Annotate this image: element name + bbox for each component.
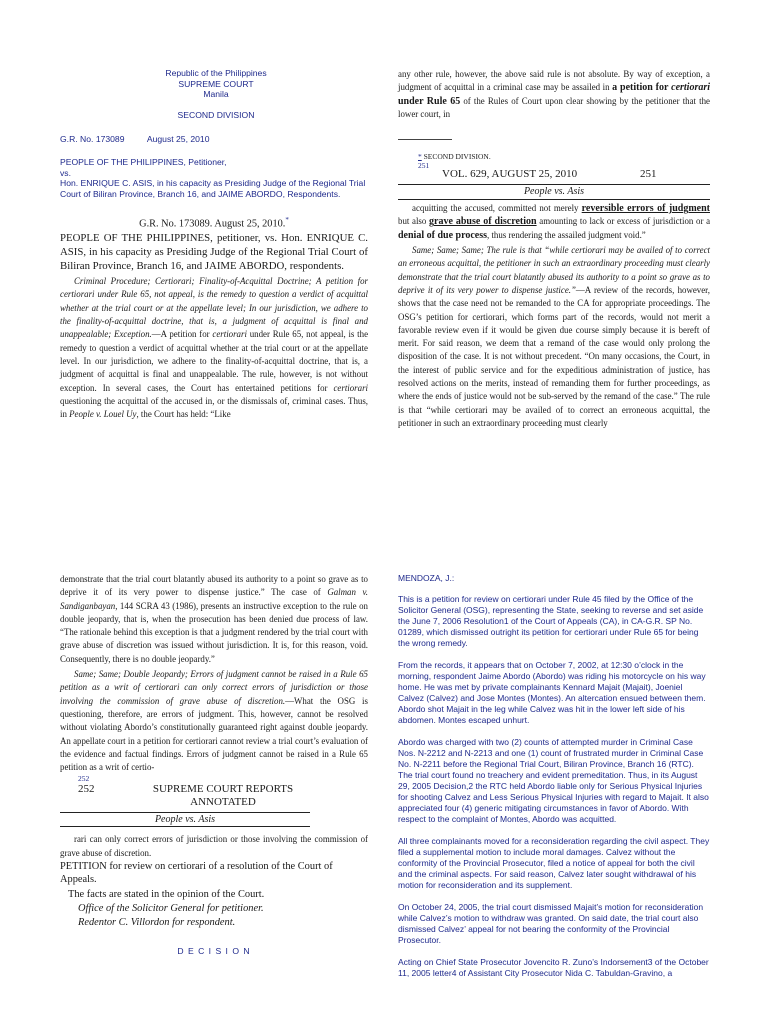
gr-date: August 25, 2010 [146, 134, 210, 145]
citation-gr: G.R. No. 173089. August 25, 2010. [139, 218, 286, 230]
q4-para-5: On October 24, 2005, the trial court dismissed Majait’s motion for reconsideration while Calvez’s motion to withdraw was granted. On said date, the trial court also dismissed Calvez’ appeal for not bearing the conformity of the Provincial Prosecutor. [398, 902, 704, 945]
syllabus-1-cert-b: certiorari [333, 382, 368, 393]
header-page: 251 [640, 168, 657, 181]
court-label: SUPREME COURT [178, 78, 254, 89]
syllabus-1-body-c: questioning the acquittal of the accused in, or the dismissals of, criminal cases. Thus, in [60, 395, 368, 420]
division-label: SECOND DIVISION [177, 109, 255, 120]
gr-number: G.R. No. 173089 [60, 134, 125, 145]
q3-para-petition: PETITION for review on certiorari of a resolution of the Court of Appeals. [60, 861, 333, 886]
header-volume: VOL. 629, AUGUST 25, 2010 [442, 168, 578, 181]
q2-p2-reversible: reversible errors of judgment [581, 203, 710, 215]
quadrant-bottom-left [60, 573, 368, 957]
q4-para-2: From the records, it appears that on October 7, 2002, at 12:30 o’clock in the morning, respondent Jaime Abordo (Abordo) was riding his motorcycle on his way home. He was met by private complainants Kennard Majait (Majait), Joeniel Calvez (Calvez) and Jose Montes (Montes). An altercation ensued between them. Abordo shot Majait in the leg while Calvez was hit in the lower left side of his abdomen. Montes escaped unhurt. [398, 660, 706, 725]
syllabus-1-cert-a: certiorari [212, 329, 247, 340]
footnote-ref[interactable]: * [285, 216, 289, 225]
q3-page-number-small: 252 [78, 774, 90, 784]
quadrant-bottom-right [398, 573, 710, 978]
q2-p3-head: Same; Same; Same; The rule is that “while certiorari may be availed of to correct an erroneous acquittal, the petitioner in such an extraordinary proceeding must clearly demonstrate that the trial court blatantly abused its authority to a point so grave as to deprive it of its very power to dispense justice.” [398, 245, 710, 295]
case-caption: PEOPLE OF THE PHILIPPINES, petitioner, vs. Hon. ENRIQUE C. ASIS, in his capacity as Presiding Judge of the Regional Trial Court of Biliran Province, Branch 16, and JAIME ABORDO, respondents. [60, 232, 368, 272]
page-header-251 [398, 168, 710, 185]
q3-p1-case: Galman v. Sandiganbayan [60, 587, 368, 611]
syllabus-1-body-b: under Rule 65, not appeal, is the remedy to question a verdict of acquittal whether at the trial court or at the appellate level. In our jurisdiction, we adhere to the finality-of-acquittal doctrine, that is, a judgment of acquittal is final and unappealable. The rule, however, is not without exception. In several cases, the Court has entertained petitions for [60, 329, 369, 393]
decision-heading: D E C I S I O N [177, 946, 251, 957]
q2-para-1 [398, 68, 710, 121]
q4-para-4: All three complainants moved for a reconsideration regarding the civil aspect. They filed a supplemental motion to include moral damages. Calvez without the conformity of the Provincial Prosecutor, filed a notice of appeal for both the civil and the criminal aspects. For said reason, Calvez later sought withdrawal of his motion for reconsideration and its supplement. [398, 836, 710, 890]
q3-para-osg: Office of the Solicitor General for petitioner. [78, 903, 264, 915]
syllabus-1-body-a: —A petition for [151, 329, 213, 340]
q3-p1-a: demonstrate that the trial court blatantly abused its authority to a point so grave as to deprive it of its very power to dispense justice.” The case of [60, 574, 368, 598]
q2-para-3 [398, 244, 710, 430]
footnote-mark[interactable]: * [418, 152, 422, 162]
q3-p1-b: , 144 SCRA 43 (1986), presents an instructive exception to the rule on double jeopardy, that is, when the prosecution has been denied due process of law. “The rationale behind this exception is that a judgment rendered by the trial court with grave abuse of discretion was issued without jurisdiction. It is, for this reason, void. Consequently, there is no double jeopardy.” [60, 600, 368, 664]
q2-p2-d: , thus rendering the assailed judgment void.” [487, 229, 646, 240]
q3-para-1 [60, 573, 368, 666]
q4-para-3: Abordo was charged with two (2) counts of attempted murder in Criminal Case Nos. N-2212 and N-2213 and one (1) count of frustrated murder in Criminal Case No. N-2211 before the Regional Trial Court, Biliran Province, Branch 16 (RTC). The trial court found no treachery and evident premeditation. Thus, in its August 29, 2005 Decision,2 the RTC held Abordo liable only for Serious Physical Injuries for shooting Calvez and Less Serious Physical Injuries with regard to Majait. It also appreciated four (4) generic mitigating circumstances in favor of Abordo. With respect to the complaint of Montes, Abordo was acquitted. [398, 737, 709, 824]
q2-p2-due-process: denial of due process [398, 229, 487, 241]
page-header-252 [60, 783, 368, 811]
syllabus-1-case: People v. Louel Uy [69, 409, 137, 420]
q3-header-caption: People vs. Asis [60, 812, 310, 827]
quadrant-top-left [60, 68, 368, 446]
q3-para-counsel: Redentor C. Villordon for respondent. [78, 917, 236, 929]
city-label: Manila [203, 89, 229, 100]
header-caption: People vs. Asis [398, 185, 710, 200]
q2-p2-a: acquitting the accused, committed not merely [412, 203, 582, 214]
q2-p1-c: under Rule 65 [398, 95, 461, 107]
party-petitioner: PEOPLE OF THE PHILIPPINES, Petitioner, [60, 156, 227, 167]
q2-para-2 [398, 202, 710, 242]
q3-p2-body: —What the OSG is questioning, therefore, are errors of judgment. This, however, cannot be resolved without violating Abordo’s constitutionally guaranteed right against double jeopardy. An appellate court in a petition for certiorari cannot review a trial court’s evaluation of the evidence and factual findings. Errors of judgment cannot be raised in a Rule 65 petition as a writ of certio- [60, 695, 368, 773]
q4-para-6: Acting on Chief State Prosecutor Jovencito R. Zuno’s Indorsement3 of the October 11, 2005 letter4 of Assistant City Prosecutor Nida C. Tabuldan-Gravino, a [398, 957, 709, 978]
q2-p2-b: but also [398, 216, 429, 227]
party-respondents: Hon. ENRIQUE C. ASIS, in his capacity as Presiding Judge of the Regional Trial Court of Biliran Province, Branch 16, and JAIME ABORDO, Respondents. [60, 178, 366, 199]
republic-label: Republic of the Philippines [165, 68, 267, 78]
q2-p1-a: any other rule, however, the above said rule is not absolute. By way of exception, a judgment of acquittal in a criminal case may be assailed in [398, 69, 710, 93]
q2-p1-b: a petition for [612, 82, 672, 94]
syllabus-1 [60, 275, 368, 421]
syllabus-1-head: Criminal Procedure; Certiorari; Finality-of-Acquittal Doctrine; A petition for certiorari under Rule 65, not appeal, is the remedy to question a verdict of acquittal whether at the trial court or at the appellate level; In our jurisdiction, we adhere to the finality-of-acquittal doctrine, that is, a judgment of acquittal is final and unappealable; Exception. [60, 276, 368, 340]
header-reports-title: SUPREME COURT REPORTS ANNOTATED [152, 783, 294, 809]
ponente: MENDOZA, J.: [398, 573, 455, 583]
vs-label: vs. [60, 167, 71, 178]
q4-para-1: This is a petition for review on certiorari under Rule 45 filed by the Office of the Solicitor General (OSG), representing the State, seeking to reverse and set aside the June 7, 2006 Resolution1 of the Court of Appeals (CA), in CA-G.R. SP No. 01289, which dismissed outright its petition for certiorari under Rule 65 for being the wrong remedy. [398, 594, 704, 648]
footnote-text: SECOND DIVISION. [421, 152, 491, 162]
q2-p1-d: of the Rules of Court upon clear showing by the petitioner that the lower court, in [398, 95, 710, 119]
footnote-rule [398, 139, 452, 140]
footnote-page-num: 251 [418, 161, 430, 171]
q3-para-3: rari can only correct errors of jurisdiction or those involving the commission of grave abuse of discretion. [60, 834, 368, 858]
q3-para-2 [60, 668, 368, 774]
q2-p3-body: —A review of the records, however, shows that the case need not be remanded to the CA for appropriate proceedings. The OSG’s petition for certiorari, which forms part of the records, would not merit a favorable review even if it would be given due course simply because it is bereft of merit. For said reason, we deem that a remand of the case would only prolong the disposition of the case. It is not without precedent. “On many occasions, the Court, in the interest of public service and for the expeditious administration of justice, has resolved actions on the merits, instead of remanding them for further proceedings, as where the ends of justice would not be sub-served by the remand of the case.” The rule is that “while certiorari may be availed of to correct an erroneous acquittal, the petitioner in such an extraordinary proceeding must clearly [398, 284, 710, 428]
q2-p2-grave-abuse: grave abuse of discretion [429, 216, 537, 228]
syllabus-1-body-d: , the Court has held: “Like [136, 409, 231, 420]
q2-p1-cert: certiorari [671, 82, 711, 94]
header-page-252: 252 [78, 783, 95, 796]
q3-para-facts: The facts are stated in the opinion of the Court. [68, 889, 265, 901]
q2-p2-c: amounting to lack or excess of jurisdiction or a [536, 216, 711, 227]
quadrant-top-right [398, 68, 710, 446]
q3-p2-head: Same; Same; Double Jeopardy; Errors of judgment cannot be raised in a Rule 65 petition as a writ of certiorari can only correct errors of jurisdiction or those involving the commission of grave abuse of discretion. [60, 669, 368, 706]
